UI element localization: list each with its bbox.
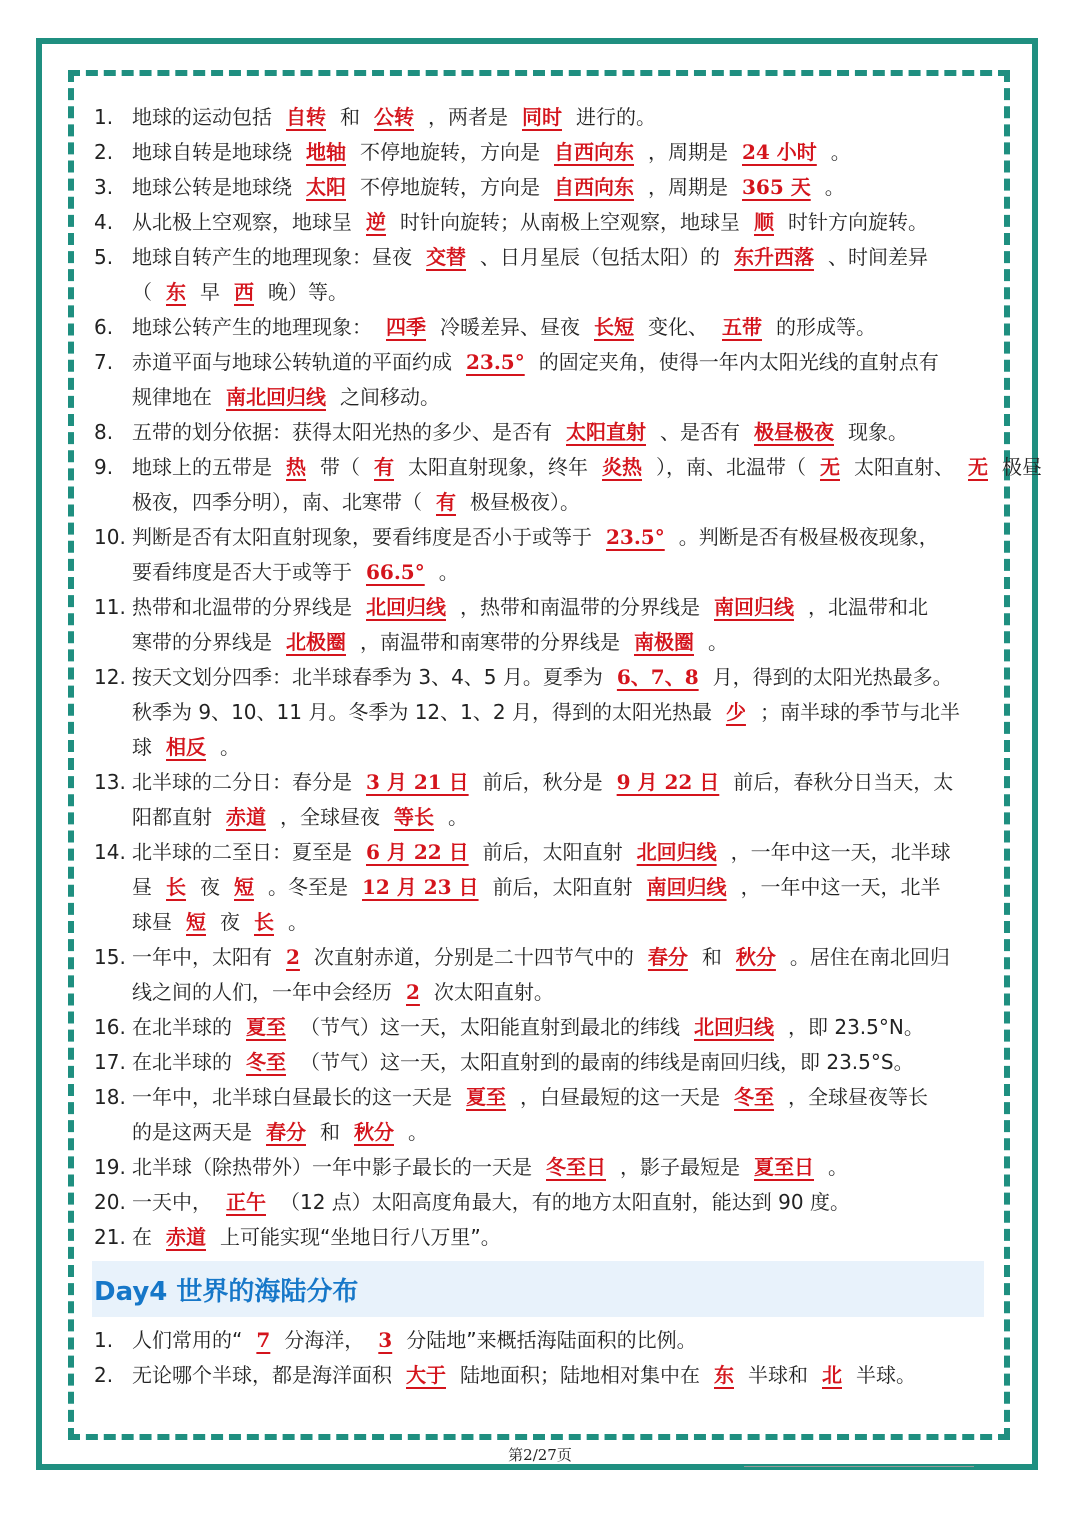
answer-blank: 公转 — [374, 105, 414, 129]
answer-blank: 无 — [820, 455, 840, 479]
question-text: ，热带和南温带的分界线是 — [460, 595, 700, 619]
answer-blank: 3 月 21 日 — [366, 770, 469, 794]
question-text: 变化、 — [648, 315, 708, 339]
answer-blank: 地轴 — [306, 140, 346, 164]
item-text — [132, 310, 989, 345]
question-text: 冷暖差异、昼夜 — [440, 315, 580, 339]
item-continuation — [94, 555, 989, 590]
question-text: 线之间的人们，一年中会经历 — [132, 980, 392, 1004]
question-text: 地球自转产生的地理现象：昼夜 — [132, 245, 412, 269]
question-text: 太阳直射现象，终年 — [408, 455, 588, 479]
list-item — [94, 660, 989, 695]
question-text: 前后，太阳直射 — [492, 875, 633, 899]
answer-blank: 有 — [436, 490, 456, 514]
question-text: 早 — [200, 280, 220, 304]
question-text: （节气）这一天，太阳直射到的最南的纬线是南回归线，即 23.5°S。 — [300, 1050, 914, 1074]
answer-blank: 东 — [714, 1363, 734, 1387]
question-text: 地球的运动包括 — [132, 105, 272, 129]
item-number: 2. — [94, 140, 114, 164]
question-text: 时针方向旋转。 — [788, 210, 928, 234]
list-item — [94, 1045, 989, 1080]
question-text: 要看纬度是否大于或等于 — [132, 560, 352, 584]
item-text — [132, 1220, 989, 1255]
question-text: ，白昼最短的这一天是 — [520, 1085, 720, 1109]
question-text: 昼 — [132, 875, 152, 899]
question-text: 极昼极夜）。 — [470, 490, 580, 514]
question-text: 和 — [340, 105, 360, 129]
question-text: 从北极上空观察，地球呈 — [132, 210, 352, 234]
item-number: 4. — [94, 210, 114, 234]
question-text: 前后，太阳直射 — [482, 840, 623, 864]
answer-blank: 南回归线 — [646, 875, 727, 899]
item-number: 21. — [94, 1225, 126, 1249]
question-text: 。 — [824, 175, 845, 199]
question-text: 无论哪个半球，都是海洋面积 — [132, 1363, 392, 1387]
question-text: 阳都直射 — [132, 805, 212, 829]
question-text: 判断是否有太阳直射现象，要看纬度是否小于或等于 — [132, 525, 592, 549]
answer-blank: 顺 — [754, 210, 774, 234]
list-item — [94, 940, 989, 975]
item-text — [132, 940, 989, 975]
answer-blank: 2 — [286, 945, 300, 969]
answer-blank: 热 — [286, 455, 306, 479]
question-text: 规律地在 — [132, 385, 212, 409]
answer-blank: 自转 — [286, 105, 326, 129]
question-text: 寒带的分界线是 — [132, 630, 272, 654]
question-text: 秋季为 9、10、11 月。冬季为 12、1、2 月，得到的太阳光热最 — [132, 700, 712, 724]
item-text — [132, 1323, 989, 1358]
item-number: 19. — [94, 1155, 126, 1179]
question-text: 半球。 — [856, 1363, 916, 1387]
question-text: 。 — [830, 140, 851, 164]
answer-blank: 北极圈 — [286, 630, 346, 654]
item-number: 14. — [94, 840, 126, 864]
question-text: ，两者是 — [428, 105, 508, 129]
question-text: 人们常用的“ — [132, 1328, 243, 1352]
answer-blank: 3 — [378, 1328, 393, 1352]
item-continuation — [94, 380, 989, 415]
answer-blank: 短 — [186, 910, 206, 934]
question-text: 、是否有 — [660, 420, 740, 444]
question-text: 上可能实现“坐地日行八万里”。 — [220, 1225, 501, 1249]
list-item — [94, 205, 989, 240]
answer-blank: 南回归线 — [714, 595, 794, 619]
question-list — [94, 100, 1042, 1255]
answer-blank: 极昼极夜 — [754, 420, 834, 444]
list-item — [94, 835, 989, 870]
item-number: 17. — [94, 1050, 126, 1074]
question-text: 一年中，太阳有 — [132, 945, 272, 969]
question-text: 半球和 — [748, 1363, 808, 1387]
item-text — [132, 1080, 989, 1115]
question-text: 前后，秋分是 — [482, 770, 603, 794]
question-text: ，南温带和南寒带的分界线是 — [360, 630, 620, 654]
item-text — [132, 1358, 989, 1393]
question-text: 极昼 — [1002, 455, 1042, 479]
question-text: ，全球昼夜 — [280, 805, 380, 829]
question-text: 五带的划分依据：获得太阳光热的多少、是否有 — [132, 420, 552, 444]
item-number: 2. — [94, 1363, 114, 1387]
list-item — [94, 310, 989, 345]
answer-blank: 赤道 — [166, 1225, 206, 1249]
list-item — [94, 1080, 989, 1115]
question-text: 和 — [701, 945, 722, 969]
question-text: 不停地旋转，方向是 — [360, 175, 540, 199]
question-text: 晚）等。 — [268, 280, 348, 304]
question-text: ，周期是 — [648, 175, 728, 199]
question-text: （节气）这一天，太阳能直射到最北的纬线 — [300, 1015, 680, 1039]
answer-blank: 6 月 22 日 — [366, 840, 469, 864]
list-item — [94, 1185, 989, 1220]
answer-blank: 北回归线 — [694, 1015, 774, 1039]
list-item — [94, 100, 989, 135]
item-continuation — [94, 1115, 989, 1150]
list-item — [94, 520, 989, 555]
item-continuation — [94, 485, 989, 520]
answer-blank: 东 — [166, 280, 186, 304]
item-continuation — [94, 800, 989, 835]
question-text: 分海洋， — [284, 1328, 365, 1352]
answer-blank: 同时 — [522, 105, 562, 129]
answer-blank: 有 — [374, 455, 394, 479]
question-text: 地球公转是地球绕 — [132, 175, 292, 199]
item-number: 9. — [94, 455, 114, 479]
question-text: 。居住在南北回归 — [789, 945, 950, 969]
answer-blank: 炎热 — [602, 455, 642, 479]
answer-blank: 9 月 22 日 — [616, 770, 720, 794]
item-text — [132, 1010, 989, 1045]
item-continuation — [94, 730, 989, 765]
item-number: 6. — [94, 315, 114, 339]
item-text — [132, 765, 989, 800]
question-text: ；南半球的季节与北半 — [759, 700, 960, 724]
item-text — [132, 520, 989, 555]
answer-blank: 北回归线 — [636, 840, 717, 864]
item-number: 5. — [94, 245, 114, 269]
question-text: 。 — [438, 560, 459, 584]
item-continuation — [94, 625, 989, 660]
list-item — [94, 590, 989, 625]
question-text: （ — [132, 280, 152, 304]
list-item — [94, 1220, 989, 1255]
question-text: 按天文划分四季：北半球春季为 3、4、5 月。夏季为 — [132, 665, 603, 689]
list-item — [94, 1010, 989, 1045]
question-text: 球 — [132, 735, 152, 759]
question-text: 球昼 — [132, 910, 172, 934]
answer-blank: 太阳 — [306, 175, 346, 199]
question-text: 的固定夹角，使得一年内太阳光线的直射点有 — [538, 350, 939, 374]
answer-blank: 正午 — [226, 1190, 266, 1214]
question-text: 次太阳直射。 — [433, 980, 554, 1004]
answer-blank: 夏至 — [246, 1015, 286, 1039]
item-text — [132, 590, 989, 625]
footer-line — [744, 1466, 974, 1467]
worksheet-content — [94, 100, 1042, 1393]
item-text — [132, 170, 989, 205]
question-text: 北半球的二分日：春分是 — [132, 770, 352, 794]
answer-blank: 66.5° — [366, 560, 425, 584]
answer-blank: 北回归线 — [366, 595, 446, 619]
question-text: 前后，春秋分日当天，太 — [733, 770, 954, 794]
question-text: 。 — [828, 1155, 848, 1179]
question-text: 分陆地”来概括海陆面积的比例。 — [406, 1328, 697, 1352]
item-number: 16. — [94, 1015, 126, 1039]
question-text: ），南、北温带（ — [656, 455, 806, 479]
answer-blank: 南北回归线 — [226, 385, 326, 409]
question-text: 夜 — [220, 910, 240, 934]
item-text — [132, 345, 989, 380]
answer-blank: 无 — [968, 455, 988, 479]
answer-blank: 五带 — [722, 315, 762, 339]
question-text: 。 — [708, 630, 728, 654]
question-text: 地球公转产生的地理现象： — [132, 315, 372, 339]
question-text: 在 — [132, 1225, 152, 1249]
list-item — [94, 450, 1042, 485]
question-text: 。 — [408, 1120, 428, 1144]
item-number: 7. — [94, 350, 114, 374]
list-item — [94, 1358, 989, 1393]
item-text — [132, 1185, 989, 1220]
answer-blank: 四季 — [386, 315, 426, 339]
section-header — [92, 1261, 984, 1317]
item-continuation — [94, 905, 989, 940]
answer-blank: 春分 — [647, 945, 688, 969]
answer-blank: 逆 — [366, 210, 386, 234]
question-text: 的形成等。 — [776, 315, 876, 339]
question-text: ，周期是 — [648, 140, 728, 164]
item-text — [132, 415, 989, 450]
question-text: 、日月星辰（包括太阳）的 — [480, 245, 720, 269]
question-text: 带（ — [320, 455, 360, 479]
answer-blank: 365 天 — [742, 175, 811, 199]
answer-blank: 短 — [234, 875, 254, 899]
item-text — [132, 450, 1042, 485]
item-text — [132, 240, 989, 275]
answer-blank: 长 — [166, 875, 186, 899]
question-text: 热带和北温带的分界线是 — [132, 595, 352, 619]
question-text: 的是这两天是 — [132, 1120, 252, 1144]
answer-blank: 秋分 — [735, 945, 776, 969]
question-text: ，即 23.5°N。 — [788, 1015, 924, 1039]
question-text: 一天中， — [132, 1190, 212, 1214]
answer-blank: 等长 — [394, 805, 434, 829]
page-number: 第2/27页 — [508, 1446, 572, 1464]
question-text: 在北半球的 — [132, 1015, 232, 1039]
question-text: 在北半球的 — [132, 1050, 232, 1074]
item-text — [132, 205, 989, 240]
answer-blank: 东升西落 — [734, 245, 814, 269]
section-title: Day4 世界的海陆分布 — [94, 1276, 359, 1307]
question-text: ，一年中这一天，北半 — [740, 875, 941, 899]
item-text — [132, 835, 989, 870]
question-list-day4 — [94, 1323, 989, 1393]
answer-blank: 大于 — [406, 1363, 446, 1387]
item-number: 13. — [94, 770, 126, 794]
question-text: 进行的。 — [576, 105, 656, 129]
question-text: 一年中，北半球白昼最长的这一天是 — [132, 1085, 452, 1109]
item-text — [132, 1045, 989, 1080]
item-number: 1. — [94, 105, 114, 129]
item-continuation — [94, 275, 989, 310]
question-text: （12 点）太阳高度角最大，有的地方太阳直射，能达到 90 度。 — [280, 1190, 850, 1214]
item-continuation — [94, 870, 989, 905]
answer-blank: 冬至日 — [546, 1155, 606, 1179]
question-text: ，影子最短是 — [620, 1155, 740, 1179]
question-text: 。冬至是 — [268, 875, 348, 899]
item-text — [132, 660, 989, 695]
item-number: 12. — [94, 665, 126, 689]
question-text: 。 — [288, 910, 308, 934]
answer-blank: 少 — [725, 700, 746, 724]
answer-blank: 自西向东 — [554, 140, 634, 164]
answer-blank: 23.5° — [606, 525, 665, 549]
answer-blank: 交替 — [426, 245, 466, 269]
answer-blank: 秋分 — [354, 1120, 394, 1144]
question-text: 陆地面积；陆地相对集中在 — [460, 1363, 700, 1387]
item-text — [132, 135, 989, 170]
item-text — [132, 1150, 989, 1185]
item-continuation — [94, 695, 989, 730]
question-text: 赤道平面与地球公转轨道的平面约成 — [132, 350, 452, 374]
item-number: 18. — [94, 1085, 126, 1109]
question-text: 。判断是否有极昼极夜现象， — [678, 525, 939, 549]
question-text: 。 — [220, 735, 240, 759]
answer-blank: 夏至日 — [754, 1155, 814, 1179]
answer-blank: 24 小时 — [742, 140, 817, 164]
list-item — [94, 1323, 989, 1358]
question-text: 现象。 — [848, 420, 908, 444]
answer-blank: 长短 — [594, 315, 634, 339]
answer-blank: 自西向东 — [554, 175, 634, 199]
item-number: 8. — [94, 420, 114, 444]
question-text: 北半球（除热带外）一年中影子最长的一天是 — [132, 1155, 532, 1179]
question-text: 地球自转是地球绕 — [132, 140, 292, 164]
list-item — [94, 345, 989, 380]
item-number: 10. — [94, 525, 126, 549]
question-text: 夜 — [200, 875, 220, 899]
item-continuation — [94, 975, 989, 1010]
item-number: 3. — [94, 175, 114, 199]
question-text: 月，得到的太阳光热最多。 — [712, 665, 953, 689]
answer-blank: 7 — [256, 1328, 271, 1352]
answer-blank: 23.5° — [466, 350, 525, 374]
answer-blank: 2 — [406, 980, 420, 1004]
answer-blank: 西 — [234, 280, 254, 304]
answer-blank: 北 — [822, 1363, 842, 1387]
answer-blank: 南极圈 — [634, 630, 694, 654]
question-text: 太阳直射、 — [854, 455, 954, 479]
question-text: 之间移动。 — [340, 385, 440, 409]
item-text — [132, 100, 989, 135]
question-text: 不停地旋转，方向是 — [360, 140, 540, 164]
answer-blank: 6、7、8 — [616, 665, 699, 689]
question-text: 、时间差异 — [828, 245, 928, 269]
list-item — [94, 240, 989, 275]
answer-blank: 相反 — [166, 735, 206, 759]
answer-blank: 太阳直射 — [566, 420, 646, 444]
item-number: 15. — [94, 945, 126, 969]
answer-blank: 冬至 — [734, 1085, 774, 1109]
answer-blank: 12 月 23 日 — [362, 875, 479, 899]
question-text: ，全球昼夜等长 — [788, 1085, 928, 1109]
answer-blank: 夏至 — [466, 1085, 506, 1109]
question-text: 次直射赤道，分别是二十四节气中的 — [313, 945, 634, 969]
question-text: 。 — [448, 805, 468, 829]
list-item — [94, 135, 989, 170]
answer-blank: 春分 — [266, 1120, 306, 1144]
answer-blank: 长 — [254, 910, 274, 934]
list-item — [94, 1150, 989, 1185]
list-item — [94, 170, 989, 205]
answer-blank: 冬至 — [246, 1050, 286, 1074]
list-item — [94, 765, 989, 800]
item-number: 20. — [94, 1190, 126, 1214]
item-number: 11. — [94, 595, 126, 619]
question-text: 和 — [320, 1120, 340, 1144]
question-text: ，北温带和北 — [808, 595, 928, 619]
question-text: 极夜，四季分明），南、北寒带（ — [132, 490, 422, 514]
question-text: 北半球的二至日：夏至是 — [132, 840, 352, 864]
question-text: 时针向旋转；从南极上空观察，地球呈 — [400, 210, 740, 234]
question-text: ，一年中这一天，北半球 — [730, 840, 951, 864]
answer-blank: 赤道 — [226, 805, 266, 829]
question-text: 地球上的五带是 — [132, 455, 272, 479]
list-item — [94, 415, 989, 450]
item-number: 1. — [94, 1328, 114, 1352]
